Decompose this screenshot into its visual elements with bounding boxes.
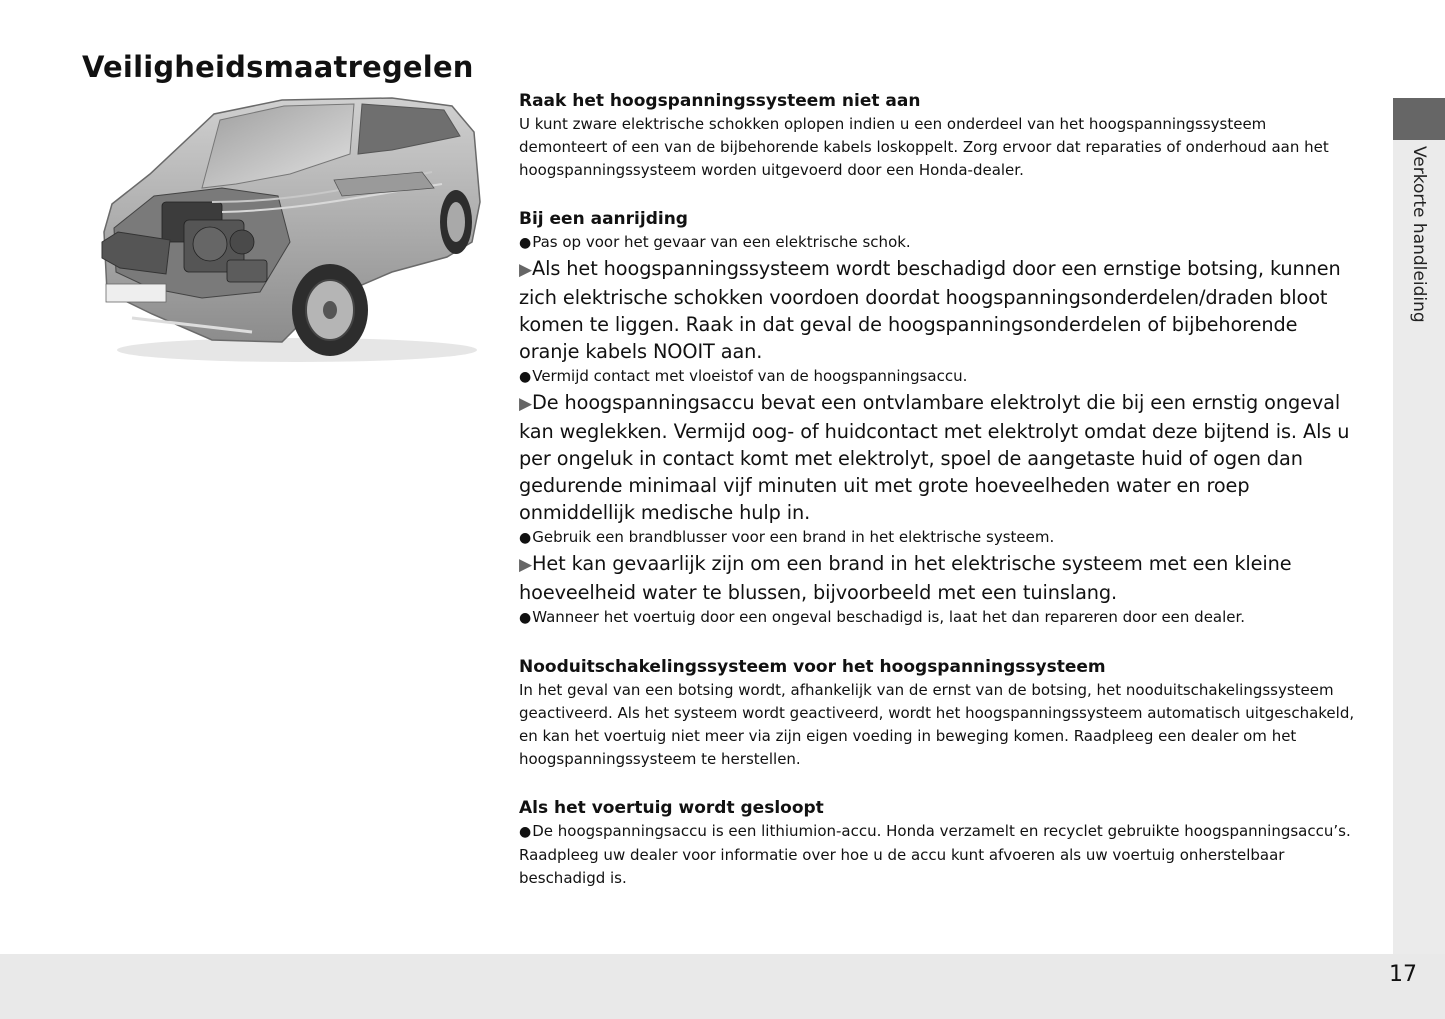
side-tab-label: Verkorte handleiding: [1409, 146, 1429, 323]
bullet-item: [519, 820, 1359, 890]
section-heading: Raak het hoogspanningssysteem niet aan: [519, 91, 921, 111]
section-text: In het geval van een botsing wordt, afhankelijk van de ernst van de botsing, het nooduitschakelingssysteem geactiveerd. Als het systeem wordt geactiveerd, wordt het hoogspanningssysteem automatisch uitgeschakeld, en kan het voertuig niet meer via zijn eigen voeding in beweging komen. Raadpleeg een dealer om het hoogspanningssysteem te herstellen.: [519, 681, 1355, 768]
bullet-icon: ●: [519, 610, 532, 626]
bullet-icon: ●: [519, 369, 532, 385]
bullet-icon: ●: [519, 235, 532, 251]
footer-bar: [0, 954, 1445, 1019]
bullet-detail: [519, 550, 1359, 606]
detail-text: Het kan gevaarlijk zijn om een brand in het elektrische systeem met een kleine hoeveelheid water te blussen, bijvoorbeeld met een tuinslang.: [519, 552, 1292, 604]
bullet-text: Pas op voor het gevaar van een elektrische schok.: [532, 233, 911, 251]
section-heading: Nooduitschakelingssysteem voor het hoogspanningssysteem: [519, 657, 1106, 677]
section-do-not-touch: [519, 90, 1359, 182]
bullet-item: [519, 526, 1359, 550]
bullet-detail: [519, 255, 1359, 365]
detail-text: De hoogspanningsaccu bevat een ontvlambare elektrolyt die bij een ernstig ongeval kan weglekken. Vermijd oog- of huidcontact met elektrolyt omdat deze bijtend is. Als u per ongeluk in contact komt met elektrolyt, spoel de aangetaste huid of ogen dan gedurende minimaal vijf minuten uit met grote hoeveelheden water en roep onmiddellijk medische hulp in.: [519, 391, 1350, 524]
triangle-right-icon: ▶: [519, 555, 532, 575]
bullet-text: Wanneer het voertuig door een ongeval beschadigd is, laat het dan repareren door een dealer.: [532, 608, 1246, 626]
section-scrapping: [519, 797, 1359, 890]
bullet-text: Gebruik een brandblusser voor een brand in het elektrische systeem.: [532, 528, 1055, 546]
triangle-right-icon: ▶: [519, 260, 532, 280]
hybrid-suv-cutaway-illustration: [92, 92, 487, 367]
bullet-text: De hoogspanningsaccu is een lithiumion-accu. Honda verzamelt en recyclet gebruikte hoogspanningsaccu’s. Raadpleeg uw dealer voor informatie over hoe u de accu kunt afvoeren als uw voertuig onherstelbaar beschadigd is.: [519, 822, 1351, 887]
side-tab-marker: [1393, 98, 1445, 140]
page-number: 17: [1389, 962, 1417, 987]
section-emergency-shutdown: [519, 656, 1359, 771]
bullet-detail: [519, 389, 1359, 526]
bullet-item: [519, 365, 1359, 389]
section-collision: [519, 208, 1359, 630]
bullet-text: Vermijd contact met vloeistof van de hoogspanningsaccu.: [532, 367, 968, 385]
bullet-item: [519, 606, 1359, 630]
main-content: [519, 90, 1359, 916]
bullet-icon: ●: [519, 824, 532, 840]
bullet-icon: ●: [519, 530, 532, 546]
bullet-item: [519, 231, 1359, 255]
page-title: Veiligheidsmaatregelen: [82, 50, 474, 84]
section-heading: Als het voertuig wordt gesloopt: [519, 798, 824, 818]
section-text: U kunt zware elektrische schokken oplopen indien u een onderdeel van het hoogspanningssysteem demonteert of een van de bijbehorende kabels loskoppelt. Zorg ervoor dat reparaties of onderhoud aan het hoogspanningssysteem worden uitgevoerd door een Honda-dealer.: [519, 115, 1329, 179]
detail-text: Als het hoogspanningssysteem wordt beschadigd door een ernstige botsing, kunnen zich elektrische schokken voordoen doordat hoogspanningsonderdelen/draden bloot komen te liggen. Raak in dat geval de hoogspanningsonderdelen of bijbehorende oranje kabels NOOIT aan.: [519, 257, 1341, 363]
triangle-right-icon: ▶: [519, 394, 532, 414]
section-heading: Bij een aanrijding: [519, 209, 688, 229]
